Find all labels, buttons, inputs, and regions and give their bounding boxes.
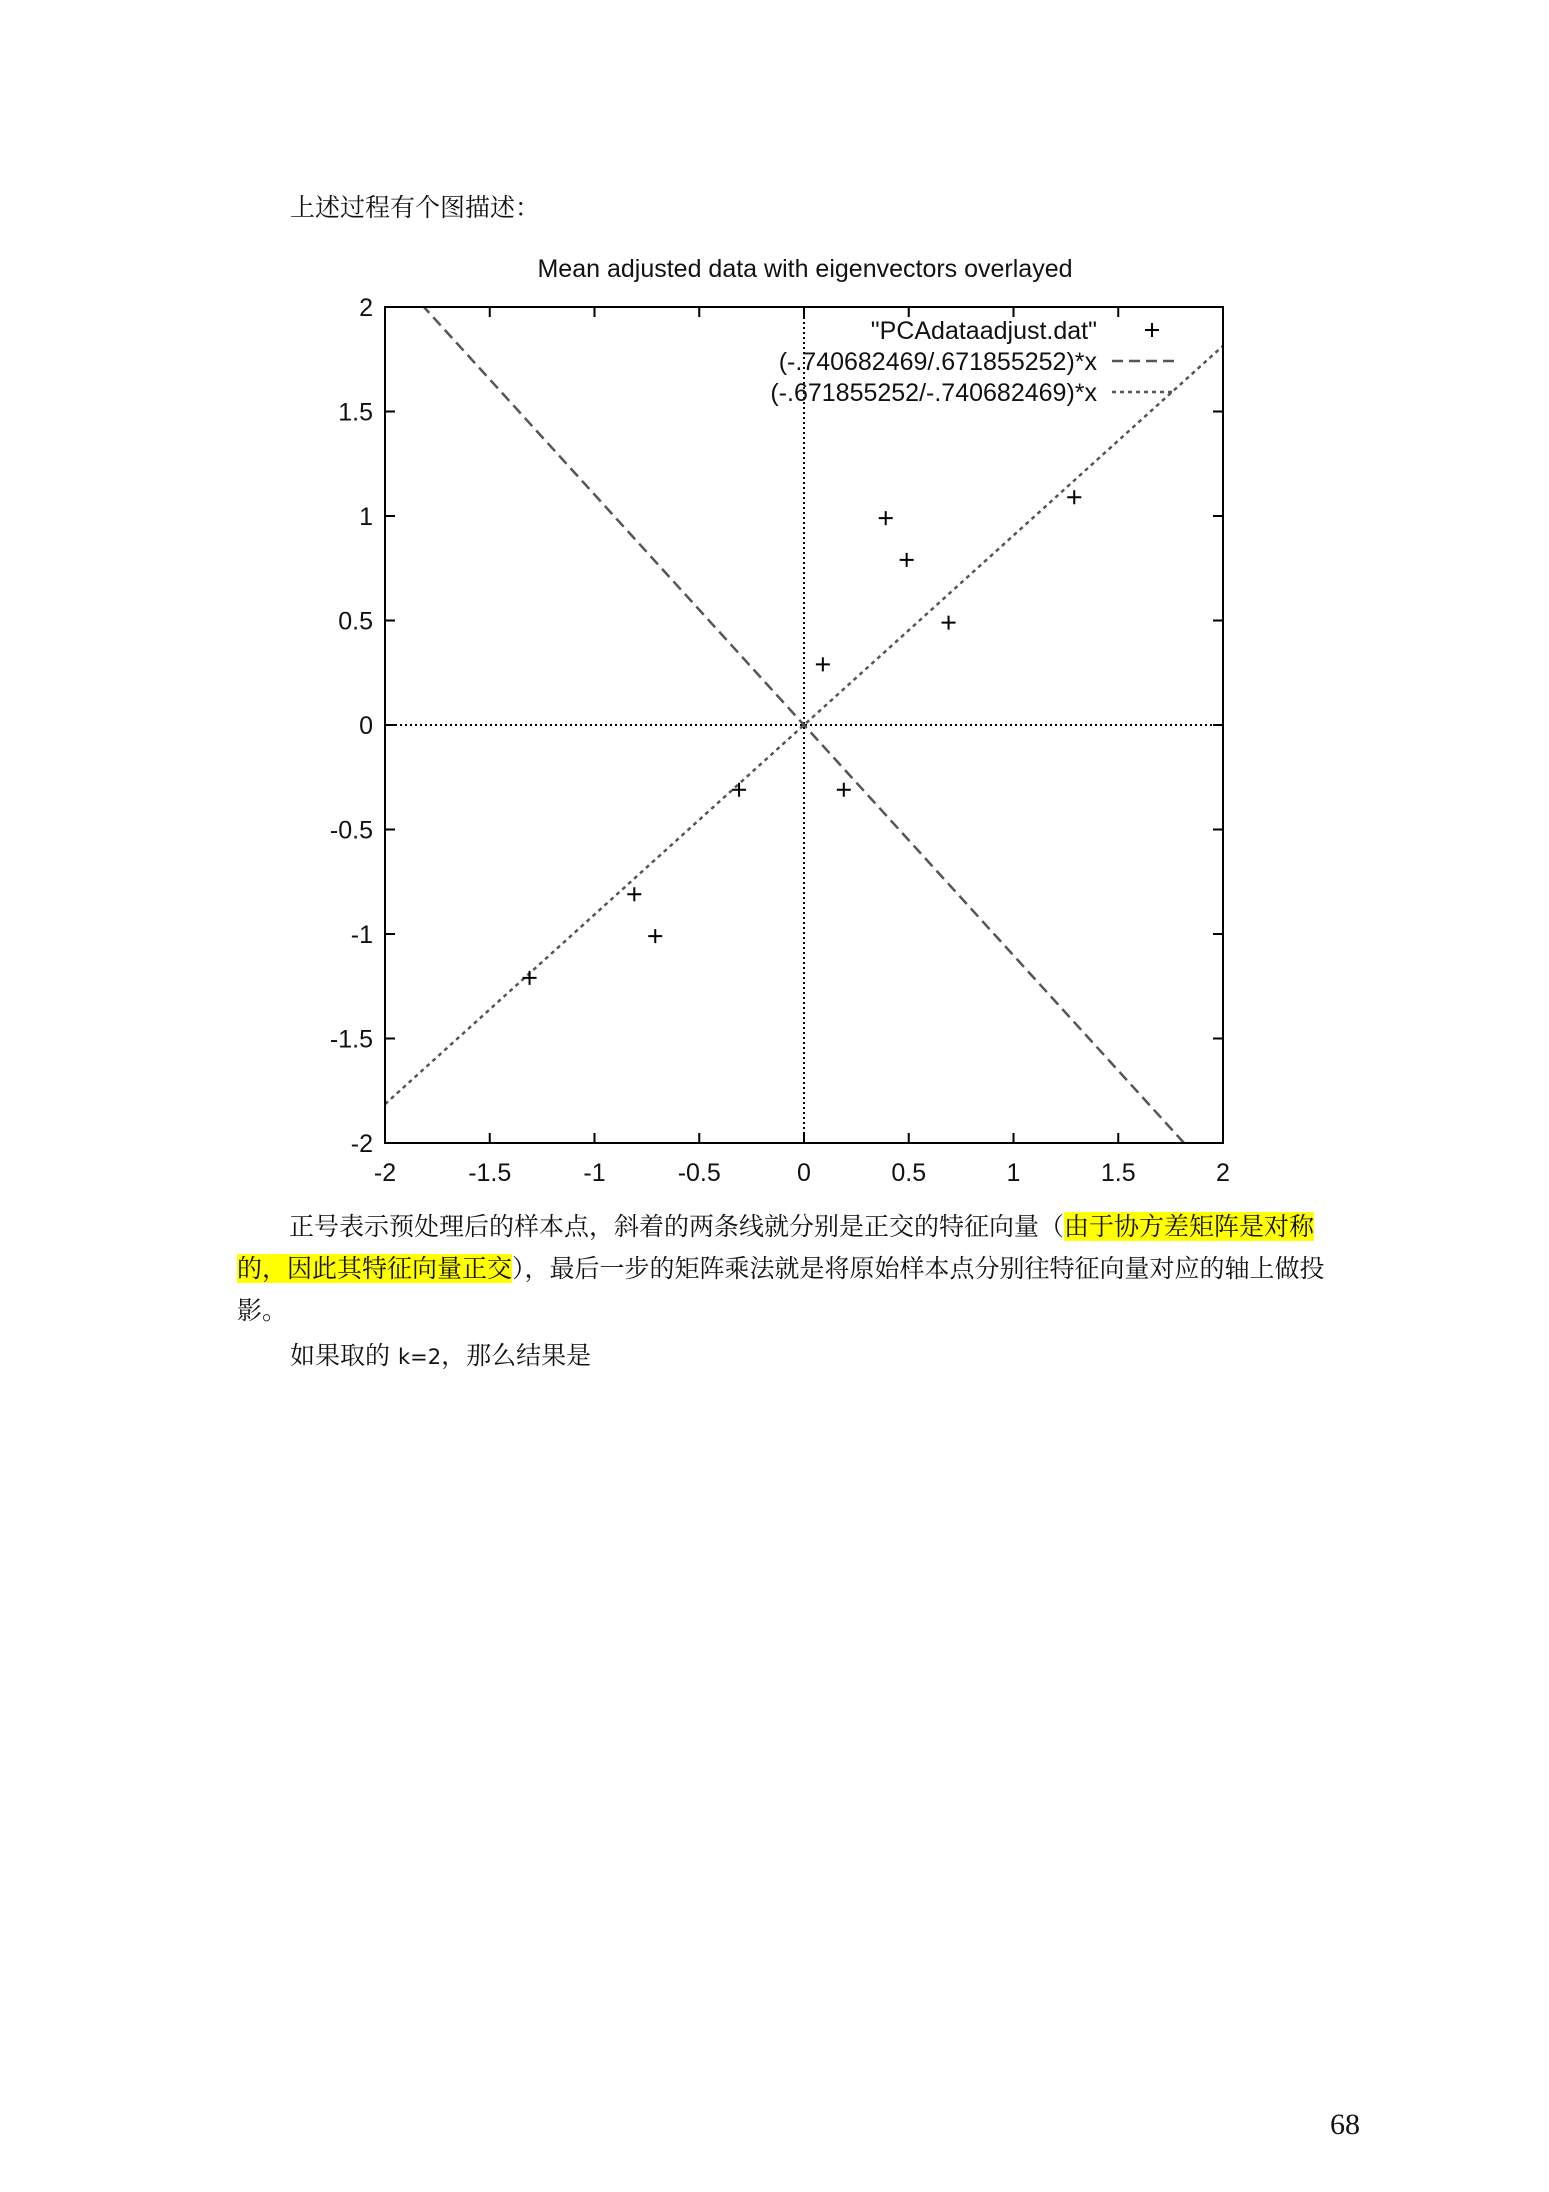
paragraph-part1: 正号表示预处理后的样本点，斜着的两条线就分别是正交的特征向量（: [289, 1212, 1065, 1241]
y-tick-label: -1.5: [329, 1025, 373, 1054]
data-point: [837, 783, 851, 797]
data-point: [879, 511, 893, 525]
data-point: [732, 783, 746, 797]
x-tick-label: -0.5: [677, 1159, 721, 1187]
data-point: [523, 971, 537, 985]
k-code: k=2: [397, 1345, 442, 1369]
tick-labels: [330, 294, 1230, 1187]
data-point: [942, 616, 956, 630]
legend-entry-label: (-.740682469/.671855252)*x: [778, 348, 1097, 376]
x-tick-label: 0.5: [891, 1159, 927, 1187]
y-tick-label: 0: [359, 712, 373, 740]
x-tick-label: 1.5: [1100, 1159, 1136, 1187]
data-point: [1067, 490, 1081, 504]
data-point: [627, 887, 641, 901]
highlighted-text: 由于协方差矩阵是对称的，因此其特征向量正交: [237, 1212, 1315, 1283]
eigenvector-scatter-chart: [290, 236, 1240, 1196]
x-tick-label: -2: [373, 1159, 397, 1187]
y-tick-label: 1: [359, 503, 373, 531]
y-tick-label: -1: [350, 921, 373, 949]
k-text-before: 如果取的: [290, 1341, 398, 1370]
y-tick-label: 0.5: [338, 607, 373, 636]
paragraph-part2: ），最后一步的矩阵乘法就是将原始样本点分别往特征向量对应的轴上做投影。: [237, 1254, 1325, 1325]
legend-entry-label: (-.671855252/-.740682469)*x: [770, 379, 1097, 407]
y-tick-label: -0.5: [329, 816, 373, 845]
chart-legend: [770, 317, 1176, 407]
y-tick-label: 1.5: [338, 398, 373, 427]
k-text-after: ，那么结果是: [441, 1341, 592, 1370]
x-tick-label: 0: [797, 1159, 811, 1187]
y-tick-label: -2: [350, 1130, 373, 1158]
data-point: [648, 929, 662, 943]
x-tick-label: 2: [1216, 1159, 1230, 1187]
data-points: [523, 490, 1082, 985]
legend-entry-label: "PCAdataadjust.dat": [870, 317, 1097, 345]
data-point: [900, 553, 914, 567]
legend-point-sample: [1145, 323, 1159, 337]
intro-text: 上述过程有个图描述：: [290, 193, 541, 222]
body-paragraph: [237, 1206, 1327, 1332]
k-paragraph: [290, 1335, 591, 1378]
x-tick-label: -1: [583, 1159, 606, 1187]
page-number: 68: [1330, 2108, 1360, 2141]
x-tick-label: 1: [1006, 1159, 1021, 1187]
x-tick-label: -1.5: [468, 1159, 512, 1187]
chart-title: Mean adjusted data with eigenvectors overlayed: [537, 255, 1073, 283]
y-tick-label: 2: [359, 294, 373, 322]
data-point: [816, 657, 830, 671]
